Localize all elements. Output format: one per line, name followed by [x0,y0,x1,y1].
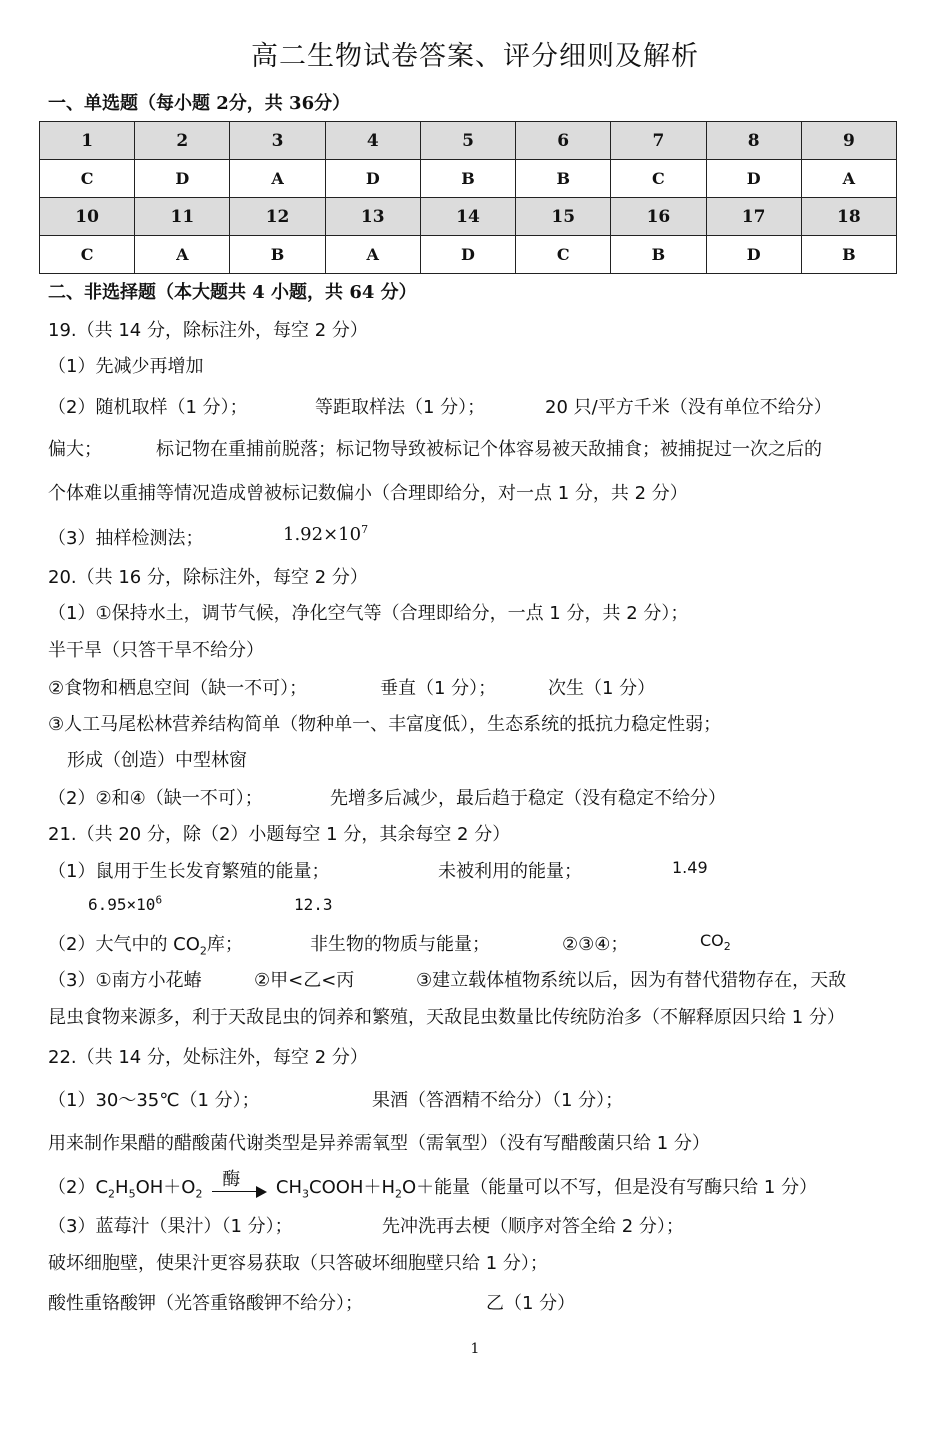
q22-answer-6a: 酸性重铬酸钾（光答重铬酸钾不给分）； [48,1293,363,1314]
answer-cell: A [230,160,325,198]
q20-answer-6b: 先增多后减少，最后趋于稳定（没有稳定不给分） [330,788,726,809]
section2-heading: 二、非选择题（本大题共 4 小题，共 64 分） [48,282,417,303]
answer-cell: C [40,160,135,198]
q19-answer-1: （1）先减少再增加 [48,356,204,377]
answer-cell: A [135,236,230,274]
question-number-cell: 7 [611,122,706,160]
answer-cell: B [516,160,611,198]
question-number-cell: 13 [325,198,420,236]
question-number-row [40,198,897,236]
q22-equation: $(2)C_2H_5OH+O_2$ 酶 $CH_3COOH+H_2O+$能量（能量可以不写，但是没有写酶只给 1 分） [48,1173,817,1199]
question-number-cell: 10 [40,198,135,236]
answer-cell: D [706,160,801,198]
question-number-cell: 14 [420,198,515,236]
question-number-cell: 5 [420,122,515,160]
question-number-cell: 2 [135,122,230,160]
q20-answer-3a: ②食物和栖息空间（缺一不可）； [48,678,308,699]
q22-heading: 22.（共 14 分，处标注外，每空 2 分） [48,1047,368,1068]
answer-cell: D [420,236,515,274]
q21-answer-1a: （1）鼠用于生长发育繁殖的能量； [48,861,330,882]
q21-answer-3d: $CO_2$ [700,931,731,954]
reaction-arrow-icon [208,1169,270,1199]
answer-row [40,160,897,198]
q20-answer-6a: （2）②和④（缺一不可）； [48,788,263,809]
q19-answer-3b: 标记物在重捕前脱落；标记物导致被标记个体容易被天敌捕食；被捕捉过一次之后的 [156,439,822,460]
q21-answer-1b: 未被利用的能量； [438,861,582,882]
page-title: 高二生物试卷答案、评分细则及解析 [251,41,699,72]
question-number-row [40,122,897,160]
q21-answer-4a: （3）①南方小花蝽 [48,970,202,991]
q19-answer-3a: 偏大； [48,439,102,460]
q20-heading: 20.（共 16 分，除标注外，每空 2 分） [48,567,368,588]
q22-answer-1b: 果酒（答酒精不给分）（1 分）； [372,1090,624,1111]
enzyme-label: 酶 [222,1169,241,1190]
q20-answer-3b: 垂直（1 分）； [380,678,497,699]
question-number-cell: 9 [801,122,896,160]
answer-cell: B [420,160,515,198]
q20-answer-5: 形成（创造）中型林窗 [67,750,247,771]
answer-cell: B [230,236,325,274]
q19-answer-5a: （3）抽样检测法； [48,528,204,549]
q21-answer-3a: （2）大气中的 $CO_2$库； [48,934,243,958]
q20-answer-1: （1）①保持水土，调节气候，净化空气等（合理即给分，一点 1 分，共 2 分）； [48,603,689,624]
question-number-cell: 6 [516,122,611,160]
answer-cell: B [801,236,896,274]
question-number-cell: 1 [40,122,135,160]
q21-answer-1c: 1.49 [672,858,708,877]
question-number-cell: 15 [516,198,611,236]
question-number-cell: 4 [325,122,420,160]
q22-answer-1a: （1）30～35℃（1 分）； [48,1090,260,1111]
answer-cell: A [801,160,896,198]
answer-cell: D [135,160,230,198]
question-number-cell: 3 [230,122,325,160]
q21-heading: 21.（共 20 分，除（2）小题每空 1 分，其余每空 2 分） [48,824,511,845]
q21-answer-4c: ③建立载体植物系统以后，因为有替代猎物存在，天敌 [416,970,847,991]
answer-cell: A [325,236,420,274]
q19-answer-2a: （2）随机取样（1 分）； [48,397,248,418]
question-number-cell: 18 [801,198,896,236]
q21-answer-4b: ②甲<乙<丙 [254,970,355,991]
question-number-cell: 8 [706,122,801,160]
q19-answer-4: 个体难以重捕等情况造成曾被标记数偏小（合理即给分，对一点 1 分，共 2 分） [48,483,688,504]
q19-answer-2c: 20 只/平方千米（没有单位不给分） [545,397,832,418]
answer-cell: D [325,160,420,198]
q21-answer-2a: $6.95\times 10^6$ [88,893,163,914]
q22-answer-5: 破坏细胞壁，使果汁更容易获取（只答破坏细胞壁只给 1 分）； [48,1253,548,1274]
page-number: 1 [470,1341,480,1357]
answer-cell: B [611,236,706,274]
q20-answer-4: ③人工马尾松林营养结构简单（物种单一、丰富度低），生态系统的抵抗力稳定性弱； [48,714,722,735]
question-number-cell: 12 [230,198,325,236]
question-number-cell: 11 [135,198,230,236]
section1-heading: 一、单选题（每小题 2分，共 36分） [48,93,351,114]
q20-answer-3c: 次生（1 分） [548,678,656,699]
answer-table [39,121,897,274]
q22-answer-4b: 先冲洗再去梗（顺序对答全给 2 分）； [382,1216,684,1237]
question-number-cell: 16 [611,198,706,236]
q20-answer-2: 半干旱（只答干旱不给分） [48,640,264,661]
answer-cell: C [611,160,706,198]
q21-answer-5: 昆虫食物来源多，利于天敌昆虫的饲养和繁殖，天敌昆虫数量比传统防治多（不解释原因只给 1 分） [48,1007,845,1028]
q19-answer-2b: 等距取样法（1 分）； [315,397,486,418]
q21-answer-3c: ②③④； [562,934,629,955]
q21-answer-3b: 非生物的物质与能量； [310,934,490,955]
q22-answer-2: 用来制作果醋的醋酸菌代谢类型是异养需氧型（需氧型）（没有写醋酸菌只给 1 分） [48,1133,710,1154]
answer-cell: D [706,236,801,274]
q19-heading: 19.（共 14 分，除标注外，每空 2 分） [48,320,368,341]
answer-cell: C [516,236,611,274]
q22-answer-6b: 乙（1 分） [486,1293,576,1314]
q22-answer-4a: （3）蓝莓汁（果汁）（1 分）； [48,1216,293,1237]
answer-row [40,236,897,274]
question-number-cell: 17 [706,198,801,236]
answer-cell: C [40,236,135,274]
q19-answer-5b: $1.92\times 10^7$ [283,523,369,545]
q21-answer-2b: 12.3 [294,895,333,914]
